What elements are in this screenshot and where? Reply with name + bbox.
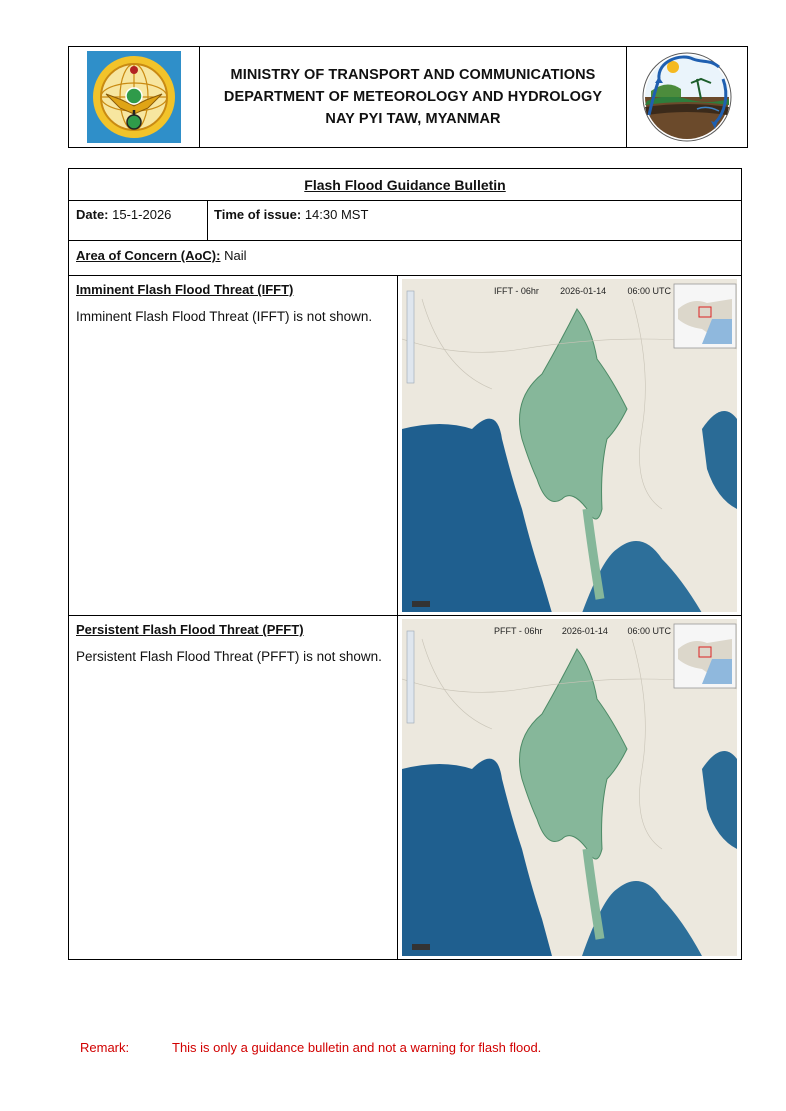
time-value: 14:30 MST [304, 207, 369, 222]
ministry-name: MINISTRY OF TRANSPORT AND COMMUNICATIONS [230, 67, 596, 83]
ifft-map-product: IFFT - 06hr [494, 286, 539, 296]
pfft-body: Persistent Flash Flood Threat (PFFT) is not shown. [76, 649, 382, 664]
issue-info-row [69, 201, 741, 241]
ifft-body: Imminent Flash Flood Threat (IFFT) is not shown. [76, 309, 373, 324]
ifft-map-cell [398, 276, 741, 615]
pfft-map-date: 2026-01-14 [561, 626, 608, 636]
location-name: NAY PYI TAW, MYANMAR [325, 111, 501, 127]
ifft-heading: Imminent Flash Flood Threat (IFFT) [76, 282, 294, 297]
ifft-map [402, 279, 737, 612]
hydrology-logo-icon [637, 49, 737, 145]
department-name: DEPARTMENT OF METEOROLOGY AND HYDROLOGY [223, 89, 603, 105]
date-value: 15-1-2026 [112, 207, 172, 222]
ministry-logo-icon [86, 50, 182, 144]
date-label: Date: [76, 207, 109, 222]
remark-text: This is only a guidance bulletin and not a warning for flash flood. [172, 1040, 542, 1055]
pfft-row [69, 616, 741, 959]
time-label: Time of issue: [214, 207, 302, 222]
pfft-map-time: 06:00 UTC [627, 626, 671, 636]
pfft-map-cell [398, 616, 741, 959]
department-logo-cell [626, 47, 747, 147]
letterhead [68, 46, 748, 148]
agency-title [200, 47, 626, 147]
remark-label: Remark: [80, 1040, 130, 1055]
pfft-map-product: PFFT - 06hr [494, 626, 543, 636]
ifft-map-caption [494, 286, 671, 296]
ifft-map-time: 06:00 UTC [627, 286, 671, 296]
pfft-map-caption [494, 626, 671, 636]
time-cell [208, 201, 741, 240]
ifft-text-cell [69, 276, 398, 615]
ifft-map-image [402, 279, 737, 612]
pfft-map-image [402, 619, 737, 956]
aoc-label: Area of Concern (AoC): [76, 248, 221, 263]
area-of-concern-row [69, 241, 741, 276]
date-cell [69, 201, 208, 240]
remark [80, 1040, 541, 1055]
bulletin-title: Flash Flood Guidance Bulletin [69, 169, 741, 201]
ifft-row [69, 276, 741, 616]
aoc-value: Nail [224, 248, 247, 263]
ministry-logo-cell [69, 47, 200, 147]
pfft-text-cell [69, 616, 398, 959]
pfft-map [402, 619, 737, 956]
bulletin-table [68, 168, 742, 960]
pfft-heading: Persistent Flash Flood Threat (PFFT) [76, 622, 304, 637]
ifft-map-date: 2026-01-14 [560, 286, 607, 296]
